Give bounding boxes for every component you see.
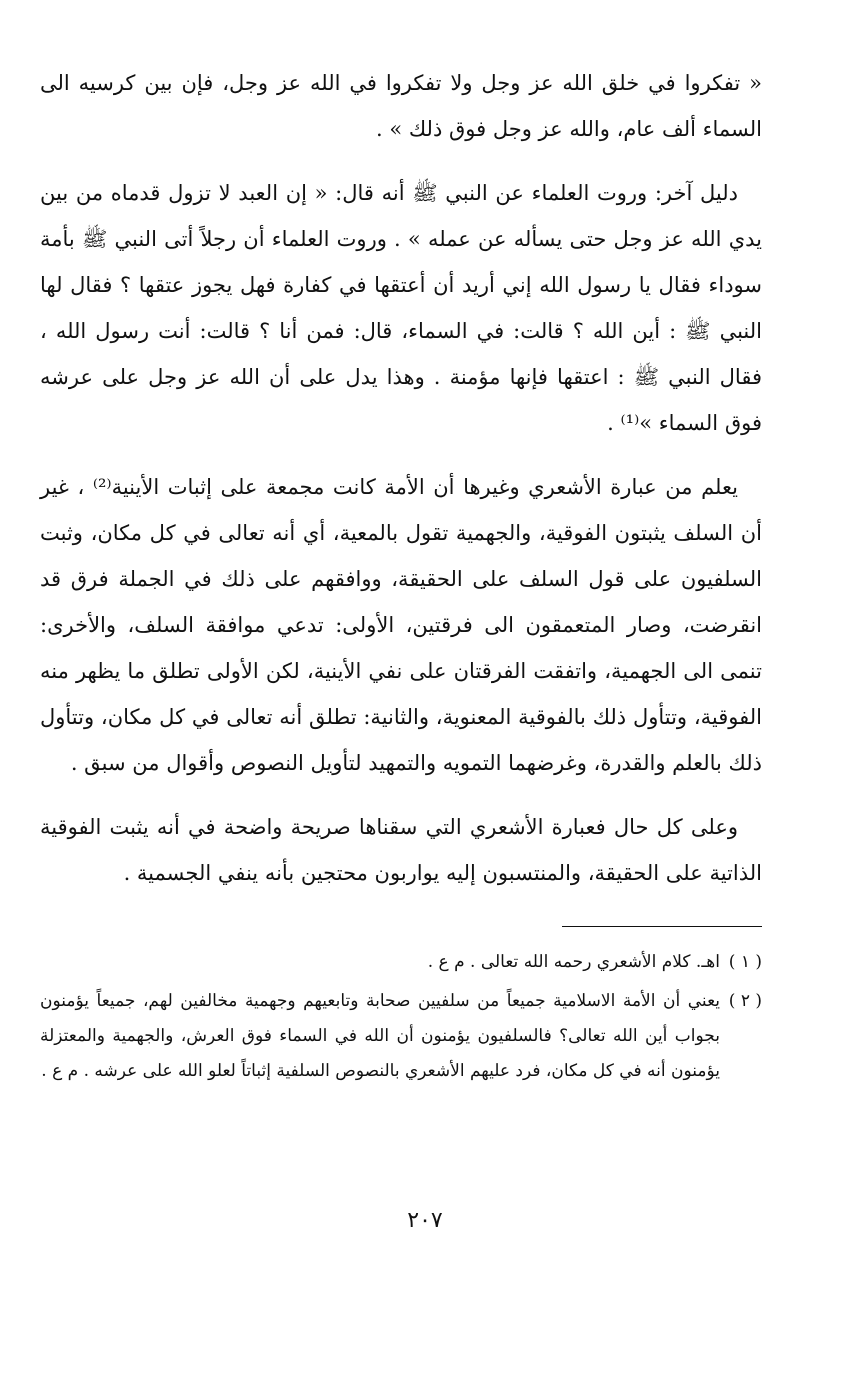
footnote-number: ( ١ ) xyxy=(728,952,762,972)
paragraph-ashari-statement: يعلم من عبارة الأشعري وغيرها أن الأمة كانت مجمعة على إثبات الأينية⁽²⁾ ، غير أن السلف يثبتون الفوقية، والجهمية تقول بالمعية، أي أنه تعالى في كل مكان، وثبت السلفيون على قول السلف على الحقيقة، ووافقهم على ذلك في الجملة فرق قد انقرضت، وصار المتعمقون الى فرقتين، الأولى: تدعي موافقة السلف، والأخرى: تنمى الى الجهمية، واتفقت الفرقتان على نفي الأينية، لكن الأولى تطلق ما يظهر منه الفوقية، وتتأول ذلك بالفوقية المعنوية، والثانية: تطلق أنه تعالى في كل مكان، وتتأول ذلك بالعلم والقدرة، وغرضهما التمويه والتمهيد لتأويل النصوص وأقوال من سبق . xyxy=(40,475,762,775)
paragraph-conclusion: وعلى كل حال فعبارة الأشعري التي سقناها صريحة واضحة في أنه يثبت الفوقية الذاتية على الحقيقة، والمنتسبون إليه يواربون محتجين بأنه ينفي الجسمية . xyxy=(40,815,762,885)
paragraph-another-evidence: دليل آخر: وروت العلماء عن النبي ﷺ أنه قال: « إن العبد لا تزول قدماه من بين يدي الله عز وجل حتى يسأله عن عمله » . وروت العلماء أن رجلاً أتى النبي ﷺ بأمة سوداء فقال يا رسول الله إني أريد أن أعتقها في كفارة فهل يجوز عتقها ؟ فقال لها النبي ﷺ : أين الله ؟ قالت: في السماء، قال: فمن أنا ؟ قالت: أنت رسول الله ، فقال النبي ﷺ : اعتقها فإنها مؤمنة . وهذا يدل على أن الله عز وجل على عرشه فوق السماء »⁽¹⁾ . xyxy=(40,181,762,435)
footnote-text: يعني أن الأمة الاسلامية جميعاً من سلفيين صحابة وتابعيهم وجهمية مخالفين لهم، جميعاً يؤمنون بجواب أين الله تعالى؟ فالسلفيون يؤمنون أن الله في السماء فوق العرش، والجهمية والمعتزلة يؤمنون أنه في كل مكان، فرد عليهم الأشعري بالنصوص السلفية إثباتاً لعلو الله على عرشه . م ع . xyxy=(40,991,720,1081)
paragraph-hadith-quote: « تفكروا في خلق الله عز وجل ولا تفكروا في الله عز وجل، فإن بين كرسيه الى السماء ألف عام، والله عز وجل فوق ذلك » . xyxy=(40,71,762,141)
page-body xyxy=(40,60,762,1093)
footnote-separator xyxy=(562,926,762,927)
footnote-number: ( ٢ ) xyxy=(728,991,762,1011)
footnote-1 xyxy=(40,945,762,980)
page-number: ٢٠٧ xyxy=(407,1208,443,1233)
footnote-text: اهـ. كلام الأشعري رحمه الله تعالى . م ع . xyxy=(427,952,720,972)
footnote-2 xyxy=(40,984,762,1089)
